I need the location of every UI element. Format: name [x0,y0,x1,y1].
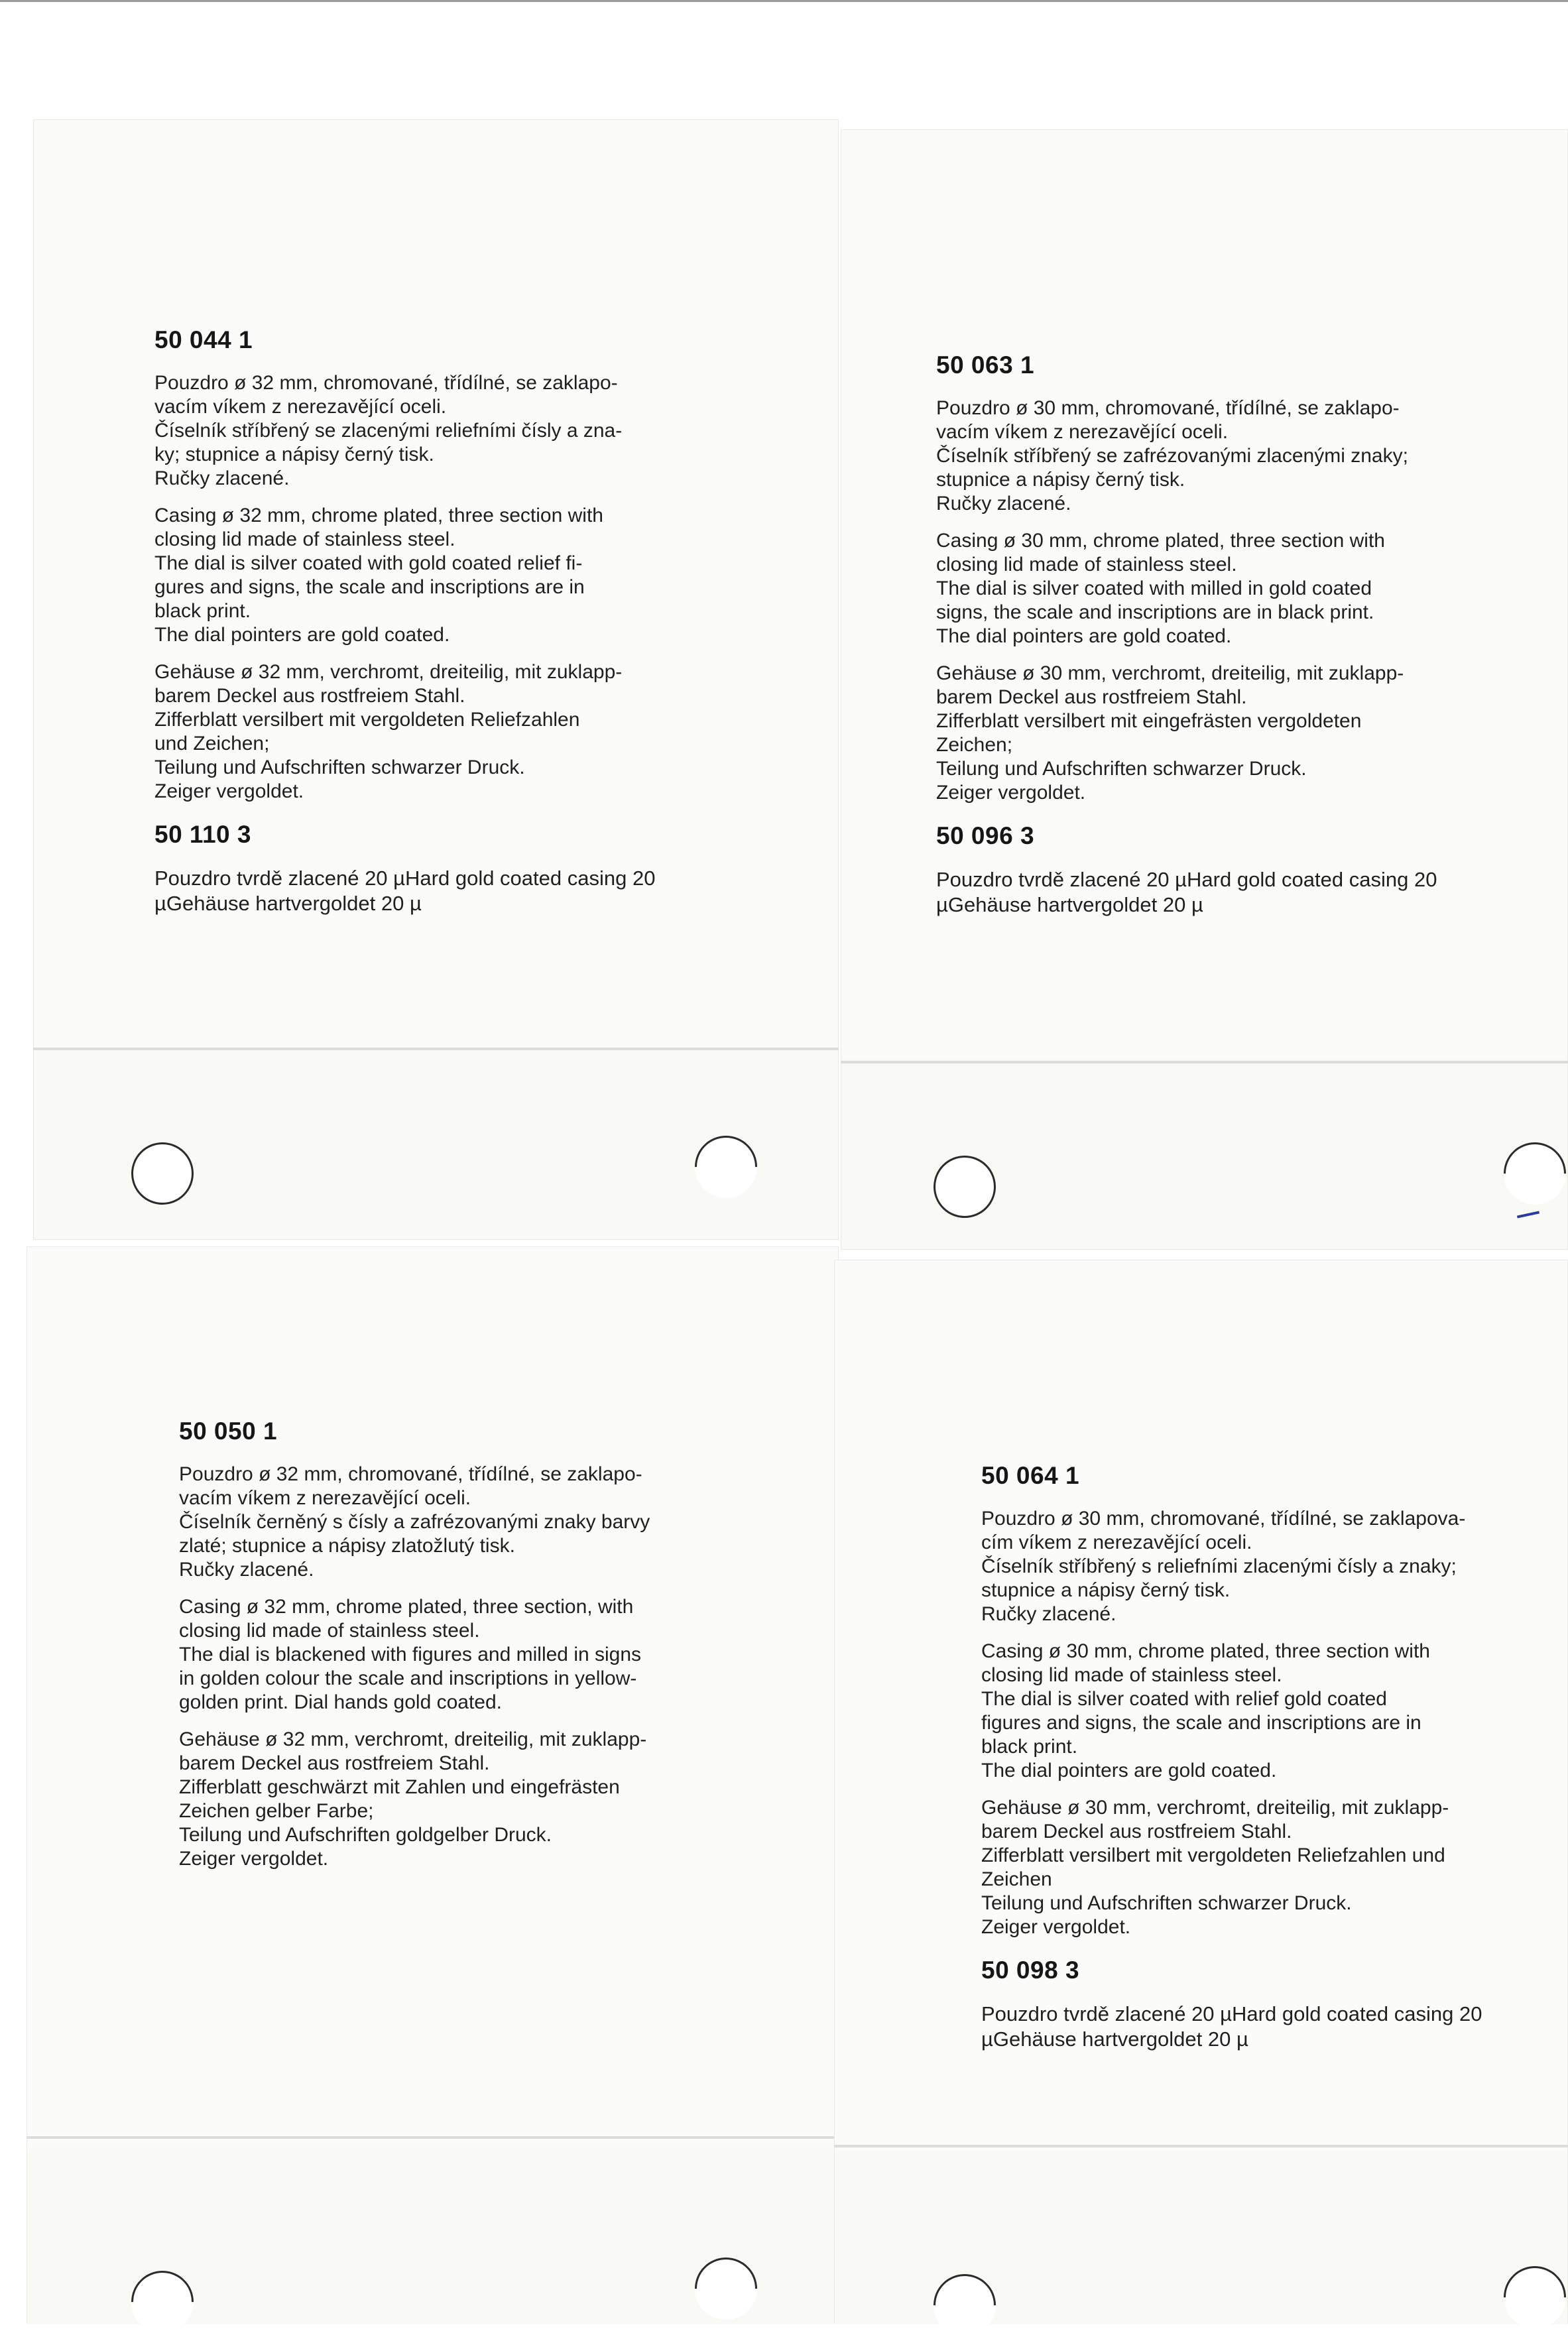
card-text-top-right [936,351,1506,931]
variant-code: 50 098 3 [981,1957,1080,1984]
text-line: The dial pointers are gold coated. [981,1760,1277,1781]
text-line: The dial is silver coated with gold coated relief fi- [154,552,583,574]
text-line: Pouzdro ø 32 mm, chromované, třídílné, se zaklapo- [154,372,618,394]
text-line: black print. [154,600,251,622]
text-line: Zeiger vergoldet. [936,782,1086,804]
czech-description [936,396,1506,516]
punch-hole-left [131,1142,194,1205]
fold-line [33,1048,839,1050]
english-description [154,504,725,647]
card-text-bottom-right [981,1462,1551,2065]
text-line: Zifferblatt geschwärzt mit Zahlen und eingefrästen [179,1776,620,1798]
text-line: barem Deckel aus rostfreiem Stahl. [154,685,465,707]
text-line: Pouzdro ø 30 mm, chromované, třídílné, se zaklapo- [936,397,1400,419]
text-line: gures and signs, the scale and inscriptions are in [154,576,585,598]
text-line: ky; stupnice a nápisy černý tisk. [154,444,434,465]
german-description [936,662,1506,805]
text-line: Zifferblatt versilbert mit vergoldeten Reliefzahlen und [981,1844,1445,1866]
product-code: 50 044 1 [154,326,253,353]
variant-code: 50 110 3 [154,821,251,848]
text-line: barem Deckel aus rostfreiem Stahl. [179,1752,490,1774]
text-line: Teilung und Aufschriften schwarzer Druck. [936,758,1307,780]
text-line: Gehäuse ø 30 mm, verchromt, dreiteilig, mit zuklapp- [936,662,1404,684]
product-code: 50 063 1 [936,351,1035,379]
fold-line [834,2145,1568,2147]
text-line: vacím víkem z nerezavějící oceli. [179,1487,471,1509]
text-line: Pouzdro tvrdě zlacené 20 µ [936,868,1187,891]
text-line: Pouzdro ø 32 mm, chromované, třídílné, se zaklapo- [179,1463,642,1485]
text-line: Pouzdro ø 30 mm, chromované, třídílné, se zaklapova- [981,1508,1466,1530]
text-line: Ručky zlacené. [179,1559,314,1581]
czech-description [154,371,725,491]
card-lower-panel [841,1058,1567,1249]
text-line: Číselník stříbřený se zafrézovanými zlacenými znaky; [936,445,1408,467]
text-line: figures and signs, the scale and inscriptions are in [981,1712,1421,1734]
text-line: Teilung und Aufschriften goldgelber Druck. [179,1824,552,1846]
variant-description [936,867,1506,918]
text-line: Gehäuse hartvergoldet 20 µ [166,892,422,915]
czech-description [981,1507,1551,1626]
variant-description [981,2002,1551,2052]
text-line: Zeichen [981,1868,1052,1890]
english-description [981,1640,1551,1783]
german-description [179,1728,749,1871]
text-line: Ručky zlacené. [981,1603,1116,1625]
text-line: Gehäuse hartvergoldet 20 µ [993,2027,1248,2051]
czech-description [179,1463,749,1582]
text-line: Teilung und Aufschriften schwarzer Druck. [981,1892,1352,1914]
fold-line [27,2136,839,2139]
text-line: Casing ø 30 mm, chrome plated, three section with [936,530,1385,552]
german-description [981,1796,1551,1939]
product-code: 50 050 1 [179,1417,278,1445]
text-line: barem Deckel aus rostfreiem Stahl. [936,686,1247,708]
text-line: Casing ø 32 mm, chrome plated, three section, with [179,1596,634,1618]
text-line: Zeiger vergoldet. [179,1848,329,1870]
text-line: vacím víkem z nerezavějící oceli. [936,421,1229,443]
text-line: Gehäuse ø 32 mm, verchromt, dreiteilig, mit zuklapp- [179,1728,647,1750]
text-line: Hard gold coated casing 20 µ [154,867,656,915]
text-line: Hard gold coated casing 20 µ [981,2002,1482,2051]
text-line: Číselník stříbřený s reliefními zlacenými čísly a znaky; [981,1555,1457,1577]
text-line: Ručky zlacené. [936,493,1071,514]
product-code: 50 064 1 [981,1462,1080,1489]
fold-line [841,1061,1568,1063]
text-line: Číselník stříbřený se zlacenými reliefními čísly a zna- [154,420,623,442]
english-description [936,529,1506,648]
text-line: cím víkem z nerezavějící oceli. [981,1532,1252,1553]
text-line: Teilung und Aufschriften schwarzer Druck. [154,756,525,778]
text-line: zlaté; stupnice a nápisy zlatožlutý tisk. [179,1535,515,1557]
text-line: und Zeichen; [154,733,270,754]
text-line: vacím víkem z nerezavějící oceli. [154,396,447,418]
text-line: Gehäuse ø 32 mm, verchromt, dreiteilig, mit zuklapp- [154,661,623,683]
text-line: closing lid made of stainless steel. [154,528,455,550]
text-line: The dial pointers are gold coated. [936,625,1232,647]
text-line: Hard gold coated casing 20 µ [936,868,1437,916]
variant-code: 50 096 3 [936,822,1035,849]
text-line: Casing ø 30 mm, chrome plated, three section with [981,1640,1430,1662]
text-line: closing lid made of stainless steel. [981,1664,1282,1686]
scan-top-edge [0,0,1568,2]
card-text-top-left [154,326,725,930]
text-line: The dial is silver coated with milled in gold coated [936,577,1372,599]
text-line: signs, the scale and inscriptions are in black print. [936,601,1374,623]
text-line: Číselník černěný s čísly a zafrézovanými znaky barvy [179,1511,650,1533]
text-line: golden print. Dial hands gold coated. [179,1691,503,1713]
text-line: Zeiger vergoldet. [154,780,304,802]
text-line: Pouzdro tvrdě zlacené 20 µ [154,867,406,890]
text-line: Gehäuse ø 30 mm, verchromt, dreiteilig, mit zuklapp- [981,1797,1449,1819]
text-line: Gehäuse hartvergoldet 20 µ [947,893,1203,916]
text-line: closing lid made of stainless steel. [179,1620,480,1642]
text-line: Ručky zlacené. [154,467,290,489]
text-line: Zifferblatt versilbert mit eingefrästen vergoldeten [936,710,1362,732]
german-description [154,660,725,804]
text-line: black print. [981,1736,1078,1758]
text-line: Zeiger vergoldet. [981,1916,1131,1938]
text-line: The dial pointers are gold coated. [154,624,450,646]
variant-description [154,866,725,916]
punch-hole-left [934,1156,996,1218]
text-line: Pouzdro tvrdě zlacené 20 µ [981,2002,1233,2025]
english-description [179,1595,749,1715]
text-line: The dial is blackened with figures and milled in signs [179,1644,642,1665]
text-line: barem Deckel aus rostfreiem Stahl. [981,1821,1292,1842]
text-line: The dial is silver coated with relief gold coated [981,1688,1387,1710]
text-line: Zeichen gelber Farbe; [179,1800,374,1822]
text-line: closing lid made of stainless steel. [936,554,1237,575]
text-line: Zifferblatt versilbert mit vergoldeten Reliefzahlen [154,709,580,731]
card-text-bottom-left [179,1417,749,1884]
text-line: stupnice a nápisy černý tisk. [981,1579,1231,1601]
text-line: Zeichen; [936,734,1013,756]
text-line: stupnice a nápisy černý tisk. [936,469,1185,491]
text-line: Casing ø 32 mm, chrome plated, three section with [154,505,603,526]
text-line: in golden colour the scale and inscriptions in yellow- [179,1667,637,1689]
